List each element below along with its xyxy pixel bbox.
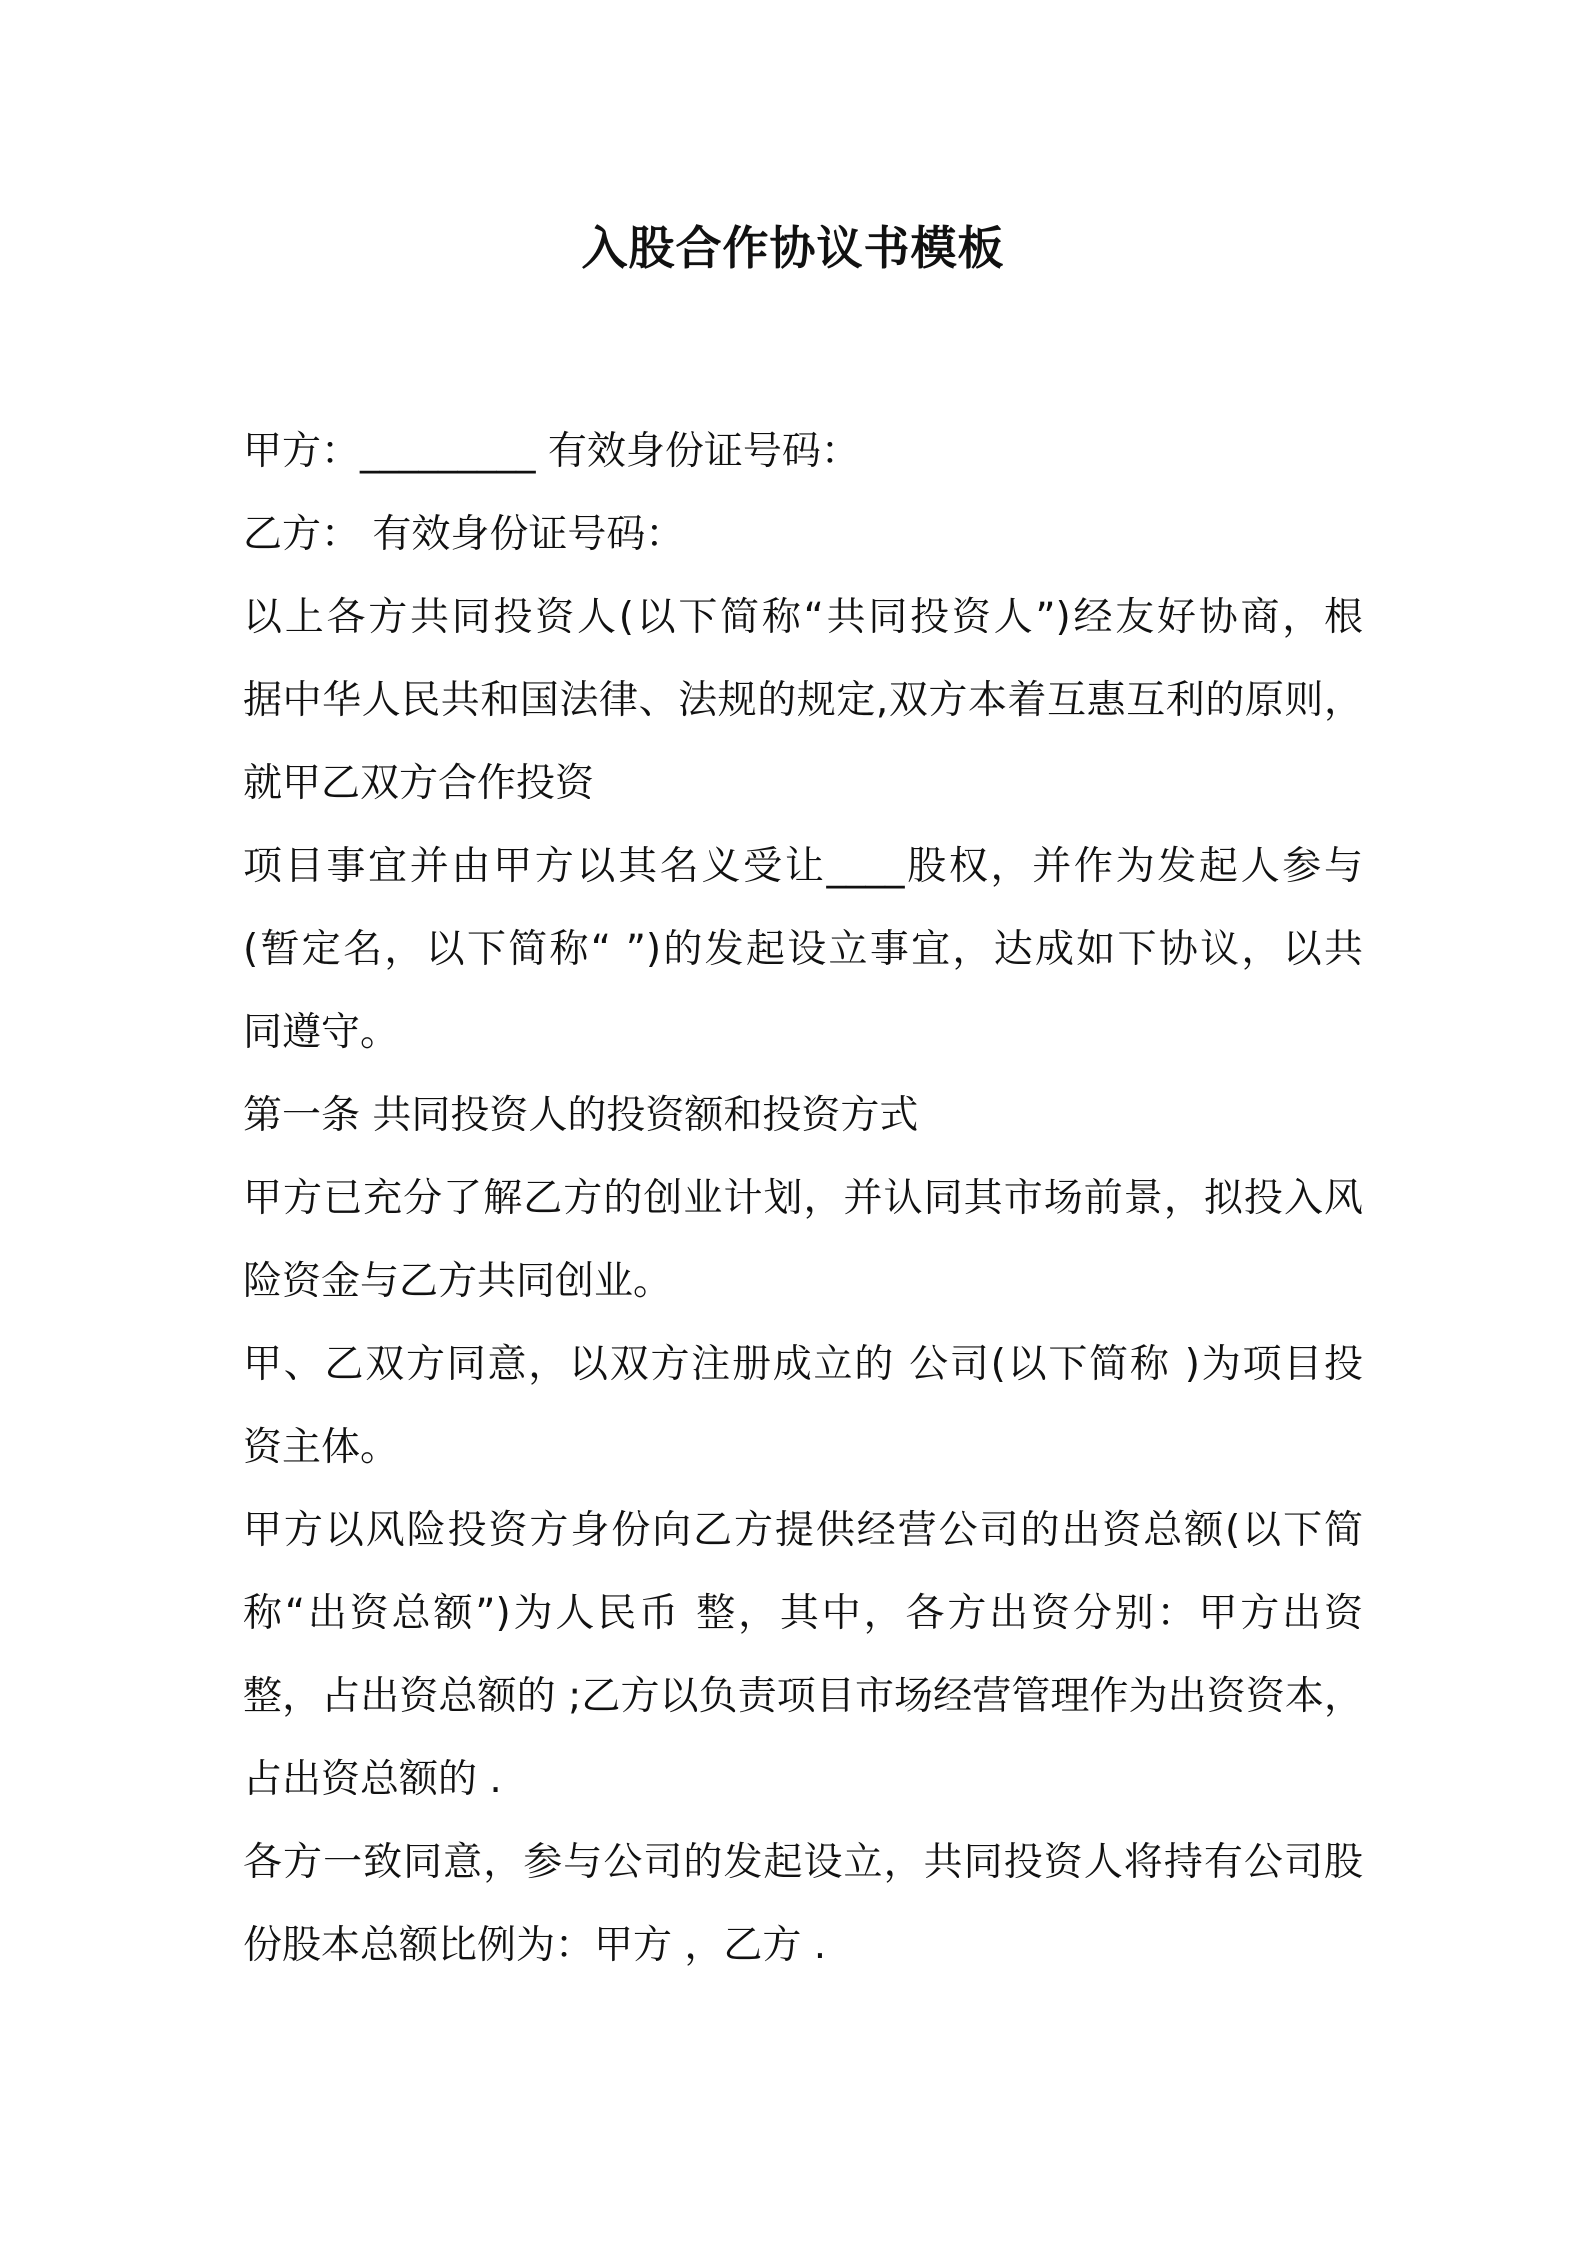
document-title: 入股合作协议书模板 (581, 221, 1005, 275)
paragraph-line: 以上各方共同投资人(以下简称“共同投资人”)经友好协商，根 (243, 595, 1363, 640)
paragraph-line: 占出资总额的 . (243, 1757, 502, 1802)
paragraph-line: 资主体。 (243, 1425, 400, 1470)
paragraph-line: 甲、乙双方同意，以双方注册成立的 公司(以下简称 )为项目投 (243, 1342, 1363, 1387)
paragraph-line: 就甲乙双方合作投资 (243, 761, 595, 806)
paragraph-line: 同遵守。 (243, 1010, 400, 1055)
paragraph-line: 份股本总额比例为：甲方 ，乙方 . (243, 1923, 827, 1968)
paragraph-line: 称“出资总额”)为人民币 整，其中，各方出资分别：甲方出资 (243, 1591, 1363, 1636)
party-b-line: 乙方： 有效身份证号码： (243, 512, 685, 557)
document-body (243, 410, 1363, 1987)
paragraph-line: 险资金与乙方共同创业。 (243, 1259, 673, 1304)
article-heading: 第一条 共同投资人的投资额和投资方式 (243, 1093, 919, 1138)
paragraph-line: (暂定名，以下简称“ ”)的发起设立事宜，达成如下协议，以共 (243, 927, 1363, 972)
paragraph-line: 甲方以风险投资方身份向乙方提供经营公司的出资总额(以下简 (243, 1508, 1363, 1553)
paragraph-line: 甲方已充分了解乙方的创业计划，并认同其市场前景，拟投入风 (243, 1176, 1363, 1221)
party-a-line: 甲方：_________ 有效身份证号码： (243, 429, 860, 474)
paragraph-line: 据中华人民共和国法律、法规的规定,双方本着互惠互利的原则， (243, 678, 1363, 723)
paragraph-line: 各方一致同意，参与公司的发起设立，共同投资人将持有公司股 (243, 1840, 1363, 1885)
paragraph-line: 整，占出资总额的 ;乙方以负责项目市场经营管理作为出资资本， (243, 1674, 1363, 1719)
paragraph-line: 项目事宜并由甲方以其名义受让____股权，并作为发起人参与 (243, 844, 1363, 889)
